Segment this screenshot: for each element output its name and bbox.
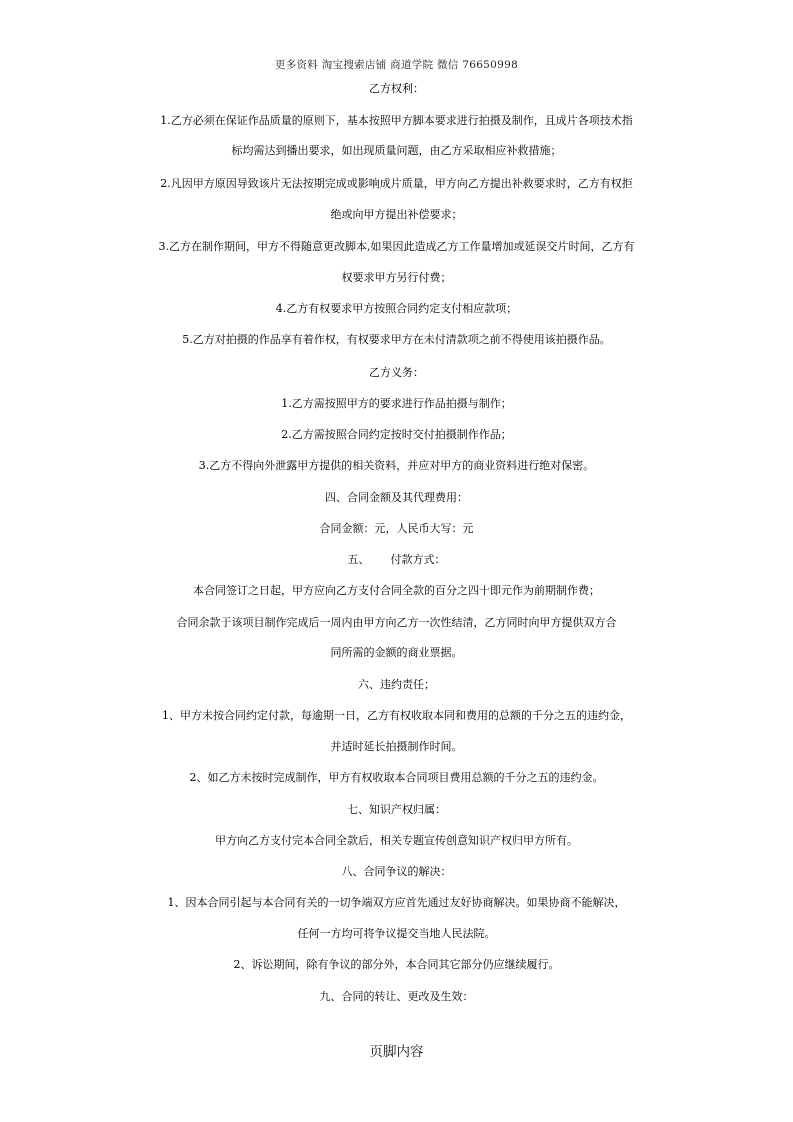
- page-header: 更多资料 淘宝搜索店铺 商道学院 微信 76650998: [274, 59, 519, 71]
- paragraph-line: 3.乙方在制作期间，甲方不得随意更改脚本,如果因此造成乙方工作量增加或延误交片时间，乙方有: [158, 240, 635, 253]
- paragraph-line: 本合同签订之日起，甲方应向乙方支付合同全款的百分之四十即元作为前期制作费；: [193, 584, 600, 597]
- paragraph-line: 5.乙方对拍摄的作品享有着作权，有权要求甲方在未付清款项之前不得使用该拍摄作品。: [182, 333, 611, 346]
- paragraph-line: 2、如乙方未按时完成制作，甲方有权收取本合同项目费用总额的千分之五的违约金。: [189, 771, 604, 784]
- paragraph-line: 1、因本合同引起与本合同有关的一切争端双方应首先通过友好协商解决。如果协商不能解决，: [167, 896, 626, 909]
- paragraph-line: 2、诉讼期间，除有争议的部分外，本合同其它部分仍应继续履行。: [233, 958, 560, 971]
- section-heading-party-b-duties: 乙方义务：: [369, 366, 424, 379]
- paragraph-line: 合同余款于该项目制作完成后一周内由甲方向乙方一次性结清，乙方同时向甲方提供双方合: [176, 616, 617, 629]
- paragraph-line: 同所需的金额的商业票据。: [330, 646, 463, 659]
- paragraph-line: 并适时延长拍摄制作时间。: [330, 740, 463, 753]
- section-heading-ip: 七、知识产权归属：: [347, 803, 446, 816]
- section-heading-payment: 五、 付款方式：: [347, 553, 446, 566]
- paragraph-line: 合同金额：元，人民币大写：元: [319, 522, 474, 535]
- paragraph-line: 权要求甲方另行付费；: [341, 271, 452, 284]
- section-heading-transfer: 九、合同的转让、更改及生效：: [319, 990, 474, 1003]
- paragraph-line: 绝或向甲方提出补偿要求；: [330, 208, 463, 221]
- section-heading-contract-amount: 四、合同金额及其代理费用：: [325, 491, 468, 504]
- paragraph-line: 1、甲方未按合同约定付款，每逾期一日，乙方有权收取本同和费用的总额的千分之五的违约金，: [162, 709, 631, 722]
- paragraph-line: 甲方向乙方支付完本合同全款后，相关专题宣传创意知识产权归甲方所有。: [215, 834, 578, 847]
- page-footer: 页脚内容: [369, 1044, 424, 1060]
- paragraph-line: 2.凡因甲方原因导致该片无法按期完成或影响成片质量，甲方向乙方提出补救要求时，乙方有权拒: [160, 177, 633, 190]
- paragraph-line: 2.乙方需按照合同约定按时交付拍摄制作作品；: [281, 428, 512, 441]
- paragraph-line: 1.乙方需按照甲方的要求进行作品拍摄与制作；: [281, 397, 512, 410]
- paragraph-line: 1.乙方必须在保证作品质量的原则下，基本按照甲方脚本要求进行拍摄及制作，且成片各项技术指: [160, 114, 633, 127]
- paragraph-line: 任何一方均可将争议提交当地人民法院。: [297, 927, 496, 940]
- section-heading-party-b-rights: 乙方权利：: [369, 82, 424, 95]
- paragraph-line: 4.乙方有权要求甲方按照合同约定支付相应款项；: [275, 302, 518, 315]
- section-heading-breach: 六、违约责任；: [358, 678, 435, 691]
- paragraph-line: 3.乙方不得向外泄露甲方提供的相关资料，并应对甲方的商业资料进行绝对保密。: [198, 459, 595, 472]
- paragraph-line: 标均需达到播出要求，如出现质量问题，由乙方采取相应补救措施；: [231, 144, 562, 157]
- section-heading-dispute: 八、合同争议的解决：: [341, 865, 452, 878]
